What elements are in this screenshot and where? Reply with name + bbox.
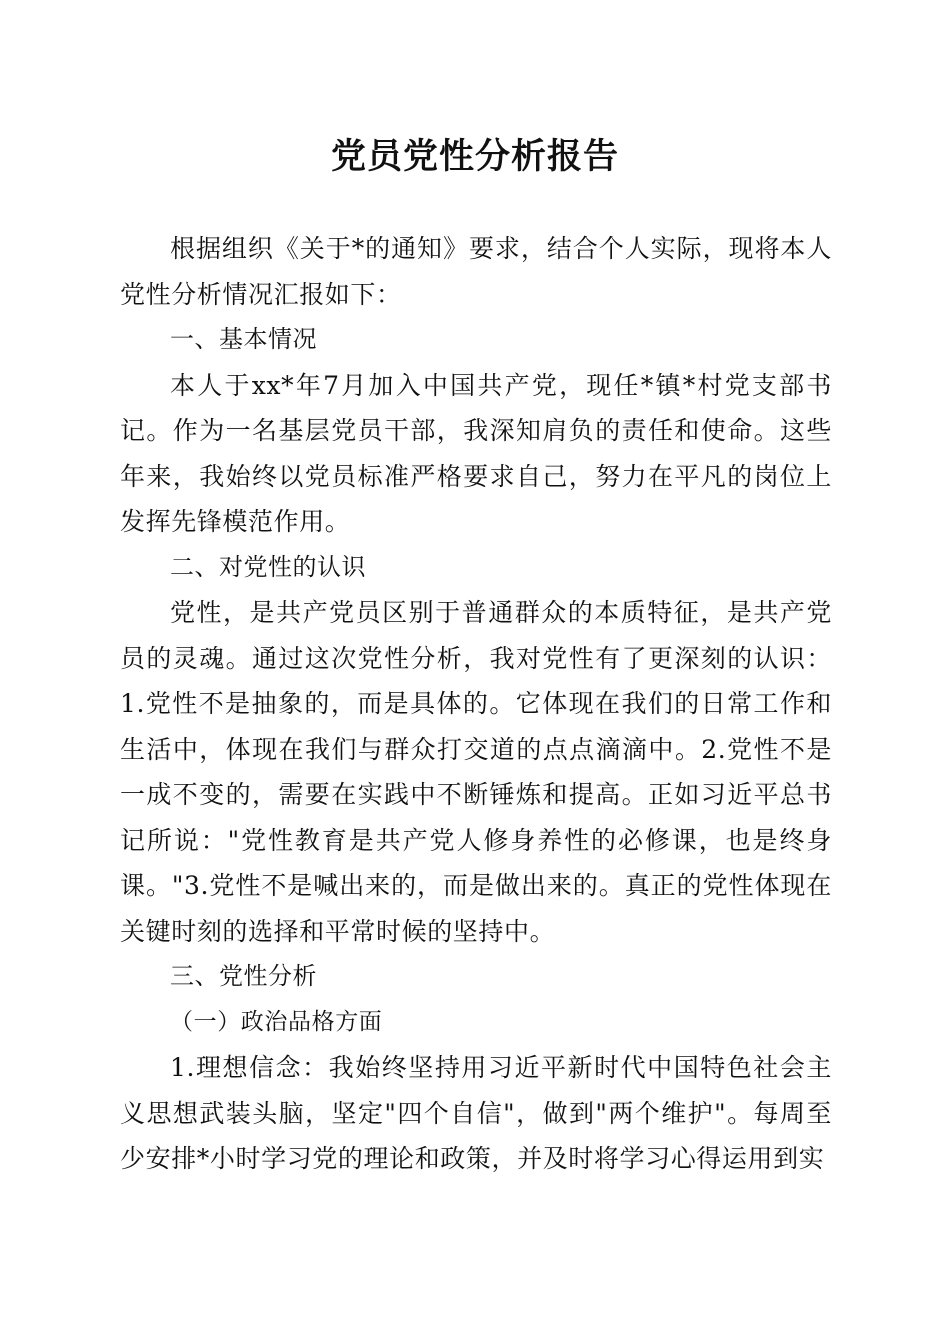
section-1-paragraph: 本人于xx*年7月加入中国共产党，现任*镇*村党支部书记。作为一名基层党员干部，我深知肩负的责任和使命。这些年来，我始终以党员标准严格要求自己，努力在平凡的岗位上发挥先锋模范作用。 [120,370,832,536]
section-1-heading: 一、基本情况 [170,325,317,353]
section-3-heading: 三、党性分析 [170,962,317,990]
section-2-heading: 二、对党性的认识 [170,552,366,581]
document-title: 党员党性分析报告 [330,136,619,177]
intro-paragraph: 根据组织《关于*的通知》要求，结合个人实际，现将本人党性分析情况汇报如下： [120,234,832,309]
document-body [120,226,832,1182]
section-3-paragraph: 1.理想信念：我始终坚持用习近平新时代中国特色社会主义思想武装头脑，坚定"四个自信"，做到"两个维护"。每周至少安排*小时学习党的理论和政策，并及时将学习心得运用到实 [120,1053,832,1173]
section-2-paragraph: 党性，是共产党员区别于普通群众的本质特征，是共产党员的灵魂。通过这次党性分析，我对党性有了更深刻的认识：1.党性不是抽象的，而是具体的。它体现在我们的日常工作和生活中，体现在我们与群众打交道的点点滴滴中。2.党性不是一成不变的，需要在实践中不断锤炼和提高。正如习近平总书记所说："党性教育是共产党人修身养性的必修课，也是终身课。"3.党性不是喊出来的，而是做出来的。真正的党性体现在关键时刻的选择和平常时候的坚持中。 [120,598,832,946]
section-3-subheading: （一）政治品格方面 [170,1008,383,1035]
